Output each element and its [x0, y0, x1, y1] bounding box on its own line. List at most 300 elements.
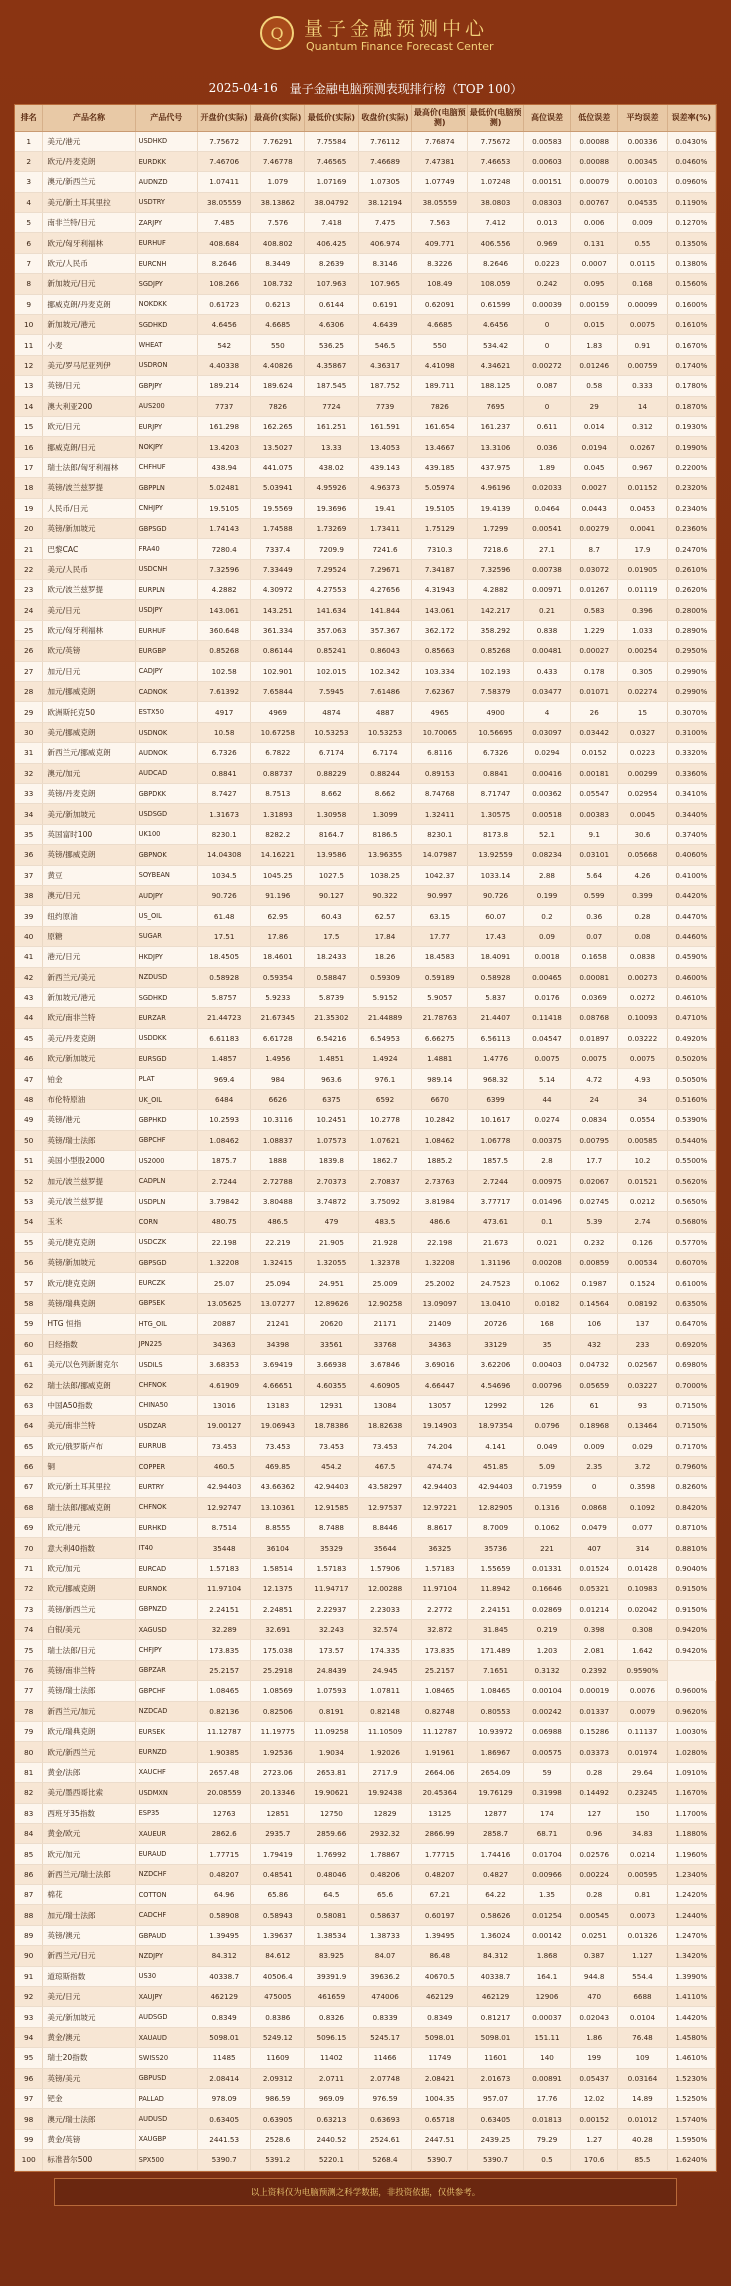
low-error-cell: 0.96 — [571, 1823, 618, 1843]
table-row — [15, 600, 716, 620]
low-error-cell: 0.00088 — [571, 131, 618, 151]
high-error-cell: 0.0223 — [523, 253, 570, 273]
product-name-cell: 日经指数 — [43, 1334, 135, 1354]
pred-low-cell: 2.7244 — [468, 1171, 524, 1191]
low-price-cell: 969.09 — [305, 2089, 359, 2109]
pred-high-cell: 7310.3 — [412, 539, 468, 559]
product-code-cell: AUDSGD — [135, 2007, 197, 2027]
close-price-cell: 19.41 — [358, 498, 412, 518]
low-error-cell: 0.01267 — [571, 580, 618, 600]
low-price-cell: 536.25 — [305, 335, 359, 355]
low-error-cell: 0.0027 — [571, 478, 618, 498]
product-name-cell: 美元/南非兰特 — [43, 1416, 135, 1436]
open-price-cell: 5098.01 — [197, 2027, 251, 2047]
pred-high-cell: 67.21 — [412, 1885, 468, 1905]
error-rate-cell: 0.3320% — [667, 743, 715, 763]
open-price-cell: 189.214 — [197, 376, 251, 396]
low-price-cell: 8164.7 — [305, 824, 359, 844]
avg-error-cell: 0.01012 — [618, 2109, 667, 2129]
error-rate-cell: 0.4920% — [667, 1028, 715, 1048]
high-price-cell: 1.08837 — [251, 1130, 305, 1150]
open-price-cell: 42.94403 — [197, 1477, 251, 1497]
open-price-cell: 542 — [197, 335, 251, 355]
low-error-cell: 0.01246 — [571, 355, 618, 375]
error-rate-cell: 1.3420% — [667, 1946, 715, 1966]
open-price-cell: 8.2646 — [197, 253, 251, 273]
error-rate-cell: 1.1880% — [667, 1823, 715, 1843]
high-price-cell: 62.95 — [251, 906, 305, 926]
close-price-cell: 13084 — [358, 1395, 412, 1415]
error-rate-cell: 1.5230% — [667, 2068, 715, 2088]
pred-low-cell: 20726 — [468, 1314, 524, 1334]
low-price-cell: 406.425 — [305, 233, 359, 253]
close-price-cell: 1.92026 — [358, 1742, 412, 1762]
avg-error-cell: 0.0214 — [618, 1844, 667, 1864]
close-price-cell: 4.6439 — [358, 315, 412, 335]
table-row — [15, 1599, 716, 1619]
table-row — [15, 1273, 716, 1293]
high-price-cell: 4.40826 — [251, 355, 305, 375]
column-header: 最低价(电脑预测) — [468, 105, 524, 131]
product-code-cell: SWISS20 — [135, 2048, 197, 2068]
low-error-cell: 0.03101 — [571, 845, 618, 865]
column-header: 产品名称 — [43, 105, 135, 131]
error-rate-cell: 0.4590% — [667, 947, 715, 967]
product-name-cell: 美元/日元 — [43, 1987, 135, 2007]
error-rate-cell: 0.6470% — [667, 1314, 715, 1334]
avg-error-cell: 0.00299 — [618, 763, 667, 783]
low-error-cell: 0.0152 — [571, 743, 618, 763]
table-row — [15, 1212, 716, 1232]
high-error-cell: 0.1062 — [523, 1273, 570, 1293]
close-price-cell: 7739 — [358, 396, 412, 416]
product-code-cell: EURHKD — [135, 1518, 197, 1538]
pred-high-cell: 21409 — [412, 1314, 468, 1334]
close-price-cell: 1.32378 — [358, 1252, 412, 1272]
pred-high-cell: 63.15 — [412, 906, 468, 926]
rank-cell: 25 — [15, 620, 43, 640]
low-price-cell: 2.70373 — [305, 1171, 359, 1191]
product-name-cell: 新西兰元/美元 — [43, 967, 135, 987]
open-price-cell: 14.04308 — [197, 845, 251, 865]
error-rate-cell: 0.0460% — [667, 151, 715, 171]
close-price-cell: 187.752 — [358, 376, 412, 396]
open-price-cell: 0.8349 — [197, 2007, 251, 2027]
table-row — [15, 1660, 716, 1680]
pred-high-cell: 13.09097 — [412, 1293, 468, 1313]
low-error-cell: 0.131 — [571, 233, 618, 253]
pred-low-cell: 19.4139 — [468, 498, 524, 518]
product-code-cell: CHFNOK — [135, 1497, 197, 1517]
product-code-cell: GBPSGD — [135, 1252, 197, 1272]
product-name-cell: 美元/人民币 — [43, 559, 135, 579]
product-code-cell: XAUEUR — [135, 1823, 197, 1843]
error-rate-cell: 0.4060% — [667, 845, 715, 865]
table-row — [15, 926, 716, 946]
product-name-cell: 新加坡元/港元 — [43, 315, 135, 335]
pred-high-cell: 0.89153 — [412, 763, 468, 783]
low-price-cell: 7.46565 — [305, 151, 359, 171]
low-error-cell: 0.0251 — [571, 1925, 618, 1945]
avg-error-cell: 0.0453 — [618, 498, 667, 518]
pred-high-cell: 143.061 — [412, 600, 468, 620]
close-price-cell: 2.70837 — [358, 1171, 412, 1191]
high-error-cell: 0.199 — [523, 885, 570, 905]
rank-cell: 64 — [15, 1416, 43, 1436]
table-row — [15, 1518, 716, 1538]
low-error-cell: 170.6 — [571, 2150, 618, 2170]
low-price-cell: 0.63213 — [305, 2109, 359, 2129]
product-name-cell: 南非兰特/日元 — [43, 213, 135, 233]
high-error-cell: 0.00272 — [523, 355, 570, 375]
product-name-cell: 澳元/日元 — [43, 885, 135, 905]
pred-high-cell: 22.198 — [412, 1232, 468, 1252]
close-price-cell: 6592 — [358, 1089, 412, 1109]
pred-low-cell: 957.07 — [468, 2089, 524, 2109]
avg-error-cell: 0.02567 — [618, 1354, 667, 1374]
high-price-cell: 441.075 — [251, 457, 305, 477]
low-error-cell: 0.583 — [571, 600, 618, 620]
product-code-cell: GBPSEK — [135, 1293, 197, 1313]
pred-high-cell: 1.91961 — [412, 1742, 468, 1762]
rank-cell: 66 — [15, 1456, 43, 1476]
product-code-cell: PALLAD — [135, 2089, 197, 2109]
brand-name-en: Quantum Finance Forecast Center — [306, 40, 494, 53]
pred-low-cell: 84.312 — [468, 1946, 524, 1966]
avg-error-cell: 0.0327 — [618, 722, 667, 742]
low-error-cell: 0.14492 — [571, 1783, 618, 1803]
low-error-cell: 0.00079 — [571, 172, 618, 192]
rank-cell: 30 — [15, 722, 43, 742]
error-rate-cell: 0.8710% — [667, 1518, 715, 1538]
avg-error-cell: 30.6 — [618, 824, 667, 844]
pred-high-cell: 989.14 — [412, 1069, 468, 1089]
high-price-cell: 7826 — [251, 396, 305, 416]
low-price-cell: 12750 — [305, 1803, 359, 1823]
high-price-cell: 19.06943 — [251, 1416, 305, 1436]
low-error-cell: 0.01897 — [571, 1028, 618, 1048]
high-error-cell: 0.00481 — [523, 641, 570, 661]
table-row — [15, 1293, 716, 1313]
product-code-cell: UK100 — [135, 824, 197, 844]
table-row — [15, 865, 716, 885]
product-code-cell: AUDNZD — [135, 172, 197, 192]
pred-high-cell: 25.2002 — [412, 1273, 468, 1293]
open-price-cell: 462129 — [197, 1987, 251, 2007]
rank-cell: 55 — [15, 1232, 43, 1252]
high-error-cell: 0 — [523, 315, 570, 335]
rank-cell: 87 — [15, 1885, 43, 1905]
avg-error-cell: 0.01326 — [618, 1925, 667, 1945]
high-error-cell: 0.03477 — [523, 682, 570, 702]
rank-cell: 53 — [15, 1191, 43, 1211]
avg-error-cell: 0.0838 — [618, 947, 667, 967]
high-error-cell: 0.00403 — [523, 1354, 570, 1374]
high-error-cell: 0.1062 — [523, 1518, 570, 1538]
product-name-cell: 瑞士20指数 — [43, 2048, 135, 2068]
close-price-cell: 1.38733 — [358, 1925, 412, 1945]
rank-cell: 81 — [15, 1762, 43, 1782]
product-name-cell: 澳元/加元 — [43, 763, 135, 783]
low-error-cell: 0.02067 — [571, 1171, 618, 1191]
pred-high-cell: 0.82748 — [412, 1701, 468, 1721]
table-row — [15, 498, 716, 518]
error-rate-cell: 0.1380% — [667, 253, 715, 273]
open-price-cell: 6484 — [197, 1089, 251, 1109]
table-row — [15, 641, 716, 661]
open-price-cell: 4917 — [197, 702, 251, 722]
error-rate-cell: 0.2610% — [667, 559, 715, 579]
high-price-cell: 8.7513 — [251, 784, 305, 804]
pred-low-cell: 12.82905 — [468, 1497, 524, 1517]
avg-error-cell: 0.03164 — [618, 2068, 667, 2088]
high-price-cell: 7.76291 — [251, 131, 305, 151]
rank-cell: 60 — [15, 1334, 43, 1354]
product-name-cell: 美元/新加坡元 — [43, 2007, 135, 2027]
high-price-cell: 7.46778 — [251, 151, 305, 171]
high-error-cell: 12906 — [523, 1987, 570, 2007]
rank-cell: 68 — [15, 1497, 43, 1517]
high-error-cell: 0.06988 — [523, 1721, 570, 1741]
high-price-cell: 0.88737 — [251, 763, 305, 783]
pred-low-cell: 534.42 — [468, 335, 524, 355]
pred-low-cell: 8173.8 — [468, 824, 524, 844]
avg-error-cell: 0.04535 — [618, 192, 667, 212]
error-rate-cell: 1.3990% — [667, 1966, 715, 1986]
open-price-cell: 1.31673 — [197, 804, 251, 824]
pred-high-cell: 4965 — [412, 702, 468, 722]
report-subtitle — [14, 76, 717, 100]
product-code-cell: HKDJPY — [135, 947, 197, 967]
error-rate-cell: 0.7170% — [667, 1436, 715, 1456]
avg-error-cell: 0.00254 — [618, 641, 667, 661]
close-price-cell: 161.591 — [358, 416, 412, 436]
error-rate-cell: 1.0030% — [667, 1721, 715, 1741]
pred-low-cell: 2654.09 — [468, 1762, 524, 1782]
table-row — [15, 1028, 716, 1048]
close-price-cell: 73.453 — [358, 1436, 412, 1456]
low-error-cell: 0.02043 — [571, 2007, 618, 2027]
low-price-cell: 1.30958 — [305, 804, 359, 824]
avg-error-cell: 0.01152 — [618, 478, 667, 498]
close-price-cell: 18.26 — [358, 947, 412, 967]
product-name-cell: 加元/瑞士法郎 — [43, 1905, 135, 1925]
rank-cell: 94 — [15, 2027, 43, 2047]
table-row — [15, 1252, 716, 1272]
rank-cell: 9 — [15, 294, 43, 314]
rank-cell: 18 — [15, 478, 43, 498]
close-price-cell: 21.44889 — [358, 1008, 412, 1028]
low-error-cell: 0.0834 — [571, 1110, 618, 1130]
error-rate-cell: 0.0430% — [667, 131, 715, 151]
error-rate-cell: 1.4110% — [667, 1987, 715, 2007]
product-code-cell: EURNOK — [135, 1579, 197, 1599]
high-error-cell: 168 — [523, 1314, 570, 1334]
low-price-cell: 1.4851 — [305, 1049, 359, 1069]
pred-low-cell: 6.56113 — [468, 1028, 524, 1048]
error-rate-cell: 1.5740% — [667, 2109, 715, 2129]
table-row — [15, 315, 716, 335]
pred-high-cell: 19.14903 — [412, 1416, 468, 1436]
low-error-cell: 1.229 — [571, 620, 618, 640]
rank-cell: 13 — [15, 376, 43, 396]
avg-error-cell: 0.0267 — [618, 437, 667, 457]
open-price-cell: 2862.6 — [197, 1823, 251, 1843]
avg-error-cell: 0.0075 — [618, 1049, 667, 1069]
high-error-cell: 0.01813 — [523, 2109, 570, 2129]
pred-high-cell: 90.997 — [412, 885, 468, 905]
high-price-cell: 175.038 — [251, 1640, 305, 1660]
close-price-cell: 13.4053 — [358, 437, 412, 457]
open-price-cell: 19.5105 — [197, 498, 251, 518]
rank-cell: 6 — [15, 233, 43, 253]
open-price-cell: 1.77715 — [197, 1844, 251, 1864]
pred-low-cell: 6399 — [468, 1089, 524, 1109]
report-date: 2025-04-16 — [208, 81, 278, 95]
pred-high-cell: 4.41098 — [412, 355, 468, 375]
product-code-cell: SPX500 — [135, 2150, 197, 2170]
error-rate-cell: 0.3410% — [667, 784, 715, 804]
product-code-cell: EURTRY — [135, 1477, 197, 1497]
high-price-cell: 361.334 — [251, 620, 305, 640]
low-error-cell: 0.00224 — [571, 1864, 618, 1884]
table-row — [15, 274, 716, 294]
product-name-cell: 英镑/波兰兹罗提 — [43, 478, 135, 498]
high-price-cell: 17.86 — [251, 926, 305, 946]
pred-high-cell: 11.97104 — [412, 1579, 468, 1599]
product-name-cell: 英国富时100 — [43, 824, 135, 844]
pred-low-cell: 64.22 — [468, 1885, 524, 1905]
pred-low-cell: 358.292 — [468, 620, 524, 640]
avg-error-cell: 0.1524 — [618, 1273, 667, 1293]
product-code-cell: ESP35 — [135, 1803, 197, 1823]
close-price-cell: 35644 — [358, 1538, 412, 1558]
high-error-cell: 2.8 — [523, 1151, 570, 1171]
rank-cell: 39 — [15, 906, 43, 926]
high-error-cell: 0.01704 — [523, 1844, 570, 1864]
low-error-cell: 0.00795 — [571, 1130, 618, 1150]
avg-error-cell: 233 — [618, 1334, 667, 1354]
rank-cell: 21 — [15, 539, 43, 559]
high-price-cell: 1.08569 — [251, 1681, 305, 1701]
low-price-cell: 357.063 — [305, 620, 359, 640]
product-name-cell: 英镑/瑞士法郎 — [43, 1130, 135, 1150]
pred-high-cell: 74.204 — [412, 1436, 468, 1456]
table-header — [15, 105, 716, 131]
table-row — [15, 1191, 716, 1211]
table-row — [15, 620, 716, 640]
rank-cell: 61 — [15, 1354, 43, 1374]
high-error-cell: 0.21 — [523, 600, 570, 620]
product-code-cell: FRA40 — [135, 539, 197, 559]
product-name-cell: HTG 恒指 — [43, 1314, 135, 1334]
table-row — [15, 1885, 716, 1905]
pred-high-cell: 5.05974 — [412, 478, 468, 498]
pred-high-cell: 1.08465 — [412, 1681, 468, 1701]
low-price-cell: 461659 — [305, 1987, 359, 2007]
error-rate-cell: 0.2890% — [667, 620, 715, 640]
low-error-cell: 0.14564 — [571, 1293, 618, 1313]
rank-cell: 83 — [15, 1803, 43, 1823]
pred-high-cell: 4.6685 — [412, 315, 468, 335]
product-name-cell: 原糖 — [43, 926, 135, 946]
pred-high-cell: 0.60197 — [412, 1905, 468, 1925]
low-error-cell: 26 — [571, 702, 618, 722]
product-code-cell: CHFNOK — [135, 1375, 197, 1395]
rank-cell: 47 — [15, 1069, 43, 1089]
table-row — [15, 1966, 716, 1986]
product-name-cell: 美元/新加坡元 — [43, 804, 135, 824]
pred-low-cell: 40338.7 — [468, 1966, 524, 1986]
low-price-cell: 0.85241 — [305, 641, 359, 661]
rank-cell: 67 — [15, 1477, 43, 1497]
error-rate-cell: 0.7150% — [667, 1395, 715, 1415]
table-row — [15, 763, 716, 783]
low-error-cell: 407 — [571, 1538, 618, 1558]
pred-low-cell: 8.71747 — [468, 784, 524, 804]
close-price-cell: 8.8446 — [358, 1518, 412, 1538]
open-price-cell: 0.48207 — [197, 1864, 251, 1884]
high-error-cell: 0.0294 — [523, 743, 570, 763]
close-price-cell: 7241.6 — [358, 539, 412, 559]
low-price-cell: 0.48046 — [305, 1864, 359, 1884]
product-name-cell: 澳元/瑞士法郎 — [43, 2109, 135, 2129]
low-price-cell: 33561 — [305, 1334, 359, 1354]
close-price-cell: 12.90258 — [358, 1293, 412, 1313]
error-rate-cell: 0.2620% — [667, 580, 715, 600]
table-row — [15, 1151, 716, 1171]
low-price-cell: 8.662 — [305, 784, 359, 804]
error-rate-cell: 0.2800% — [667, 600, 715, 620]
low-price-cell: 0.88229 — [305, 763, 359, 783]
avg-error-cell: 29.64 — [618, 1762, 667, 1782]
low-error-cell: 0.28 — [571, 1762, 618, 1782]
table-row — [15, 376, 716, 396]
pred-low-cell: 13.92559 — [468, 845, 524, 865]
avg-error-cell: 0.333 — [618, 376, 667, 396]
pred-low-cell: 1.06778 — [468, 1130, 524, 1150]
rank-cell: 12 — [15, 355, 43, 375]
rank-cell: 54 — [15, 1212, 43, 1232]
product-code-cell: GBPDKK — [135, 784, 197, 804]
pred-high-cell: 1.4881 — [412, 1049, 468, 1069]
close-price-cell: 10.2778 — [358, 1110, 412, 1130]
product-name-cell: 棉花 — [43, 1885, 135, 1905]
high-price-cell: 2723.06 — [251, 1762, 305, 1782]
low-error-cell: 1.86 — [571, 2027, 618, 2047]
avg-error-cell: 0.308 — [618, 1620, 667, 1640]
low-error-cell: 0.2392 — [571, 1660, 618, 1680]
pred-high-cell: 6.8116 — [412, 743, 468, 763]
column-header: 开盘价(实际) — [197, 105, 251, 131]
low-price-cell: 18.78386 — [305, 1416, 359, 1436]
table-row — [15, 2109, 716, 2129]
high-error-cell: 1.868 — [523, 1946, 570, 1966]
low-price-cell: 0.6144 — [305, 294, 359, 314]
column-header: 最高价(电脑预测) — [412, 105, 468, 131]
low-price-cell: 438.02 — [305, 457, 359, 477]
high-error-cell: 0.71959 — [523, 1477, 570, 1497]
pred-low-cell: 18.4091 — [468, 947, 524, 967]
high-price-cell: 4.66651 — [251, 1375, 305, 1395]
low-price-cell: 963.6 — [305, 1069, 359, 1089]
product-code-cell: EURPLN — [135, 580, 197, 600]
low-error-cell: 0.232 — [571, 1232, 618, 1252]
pred-high-cell: 3.69016 — [412, 1354, 468, 1374]
high-price-cell: 91.196 — [251, 885, 305, 905]
table-row — [15, 1987, 716, 2007]
table-row — [15, 702, 716, 722]
